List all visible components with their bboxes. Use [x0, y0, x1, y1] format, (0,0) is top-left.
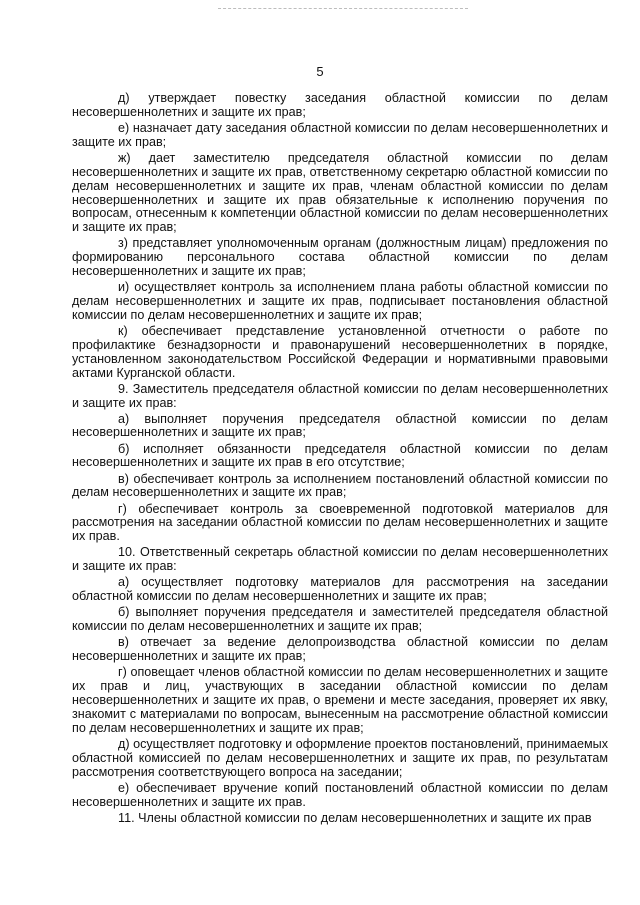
paragraph-10e: е) обеспечивает вручение копий постановлений областной комиссии по делам несовершеннолетних и защите их прав. [72, 780, 608, 809]
paragraph-10v: в) отвечает за ведение делопроизводства областной комиссии по делам несовершеннолетних и защите их прав; [72, 635, 608, 664]
scan-artifact-line [218, 8, 468, 9]
paragraph-8zh: ж) дает заместителю председателя областной комиссии по делам несовершеннолетних и защите их прав, ответственному секретарю областной комиссии по делам несовершеннолетних и защите их прав, членам областной комиссии по делам несовершеннолетних и защите их прав обязательные к исполнению поручения по вопросам, отнесенным к компетенции областной комиссии по делам несовершеннолетних и защите их прав; [72, 150, 608, 235]
document-body [72, 92, 608, 828]
paragraph-9: 9. Заместитель председателя областной комиссии по делам несовершеннолетних и защите их прав: [72, 381, 608, 410]
paragraph-10g: г) оповещает членов областной комиссии по делам несовершеннолетних и защите их прав и лиц, участвующих в заседании областной комиссии по делам несовершеннолетних и защите их прав, о времени и месте заседания, проверяет их явку, знакомит с материалами по вопросам, вынесенным на рассмотрение областной комиссии по делам несовершеннолетних и защите их прав; [72, 665, 608, 735]
paragraph-8z: з) представляет уполномоченным органам (должностным лицам) предложения по формированию персонального состава областной комиссии по делам несовершеннолетних и защите их прав; [72, 236, 608, 279]
paragraph-8i: и) осуществляет контроль за исполнением плана работы областной комиссии по делам несовершеннолетних и защите их прав, подписывает постановления областной комиссии по делам несовершеннолетних и защите их прав; [72, 280, 608, 322]
paragraph-10b: б) выполняет поручения председателя и заместителей председателя областной комиссии по делам несовершеннолетних и защите их прав; [72, 605, 608, 634]
paragraph-9b: б) исполняет обязанности председателя областной комиссии по делам несовершеннолетних и защите их прав в его отсутствие; [72, 441, 608, 470]
paragraph-10d: д) осуществляет подготовку и оформление проектов постановлений, принимаемых областной комиссией по делам несовершеннолетних и защите их прав, по результатам рассмотрения соответствующего вопроса на заседании; [72, 736, 608, 779]
paragraph-9a: а) выполняет поручения председателя областной комиссии по делам несовершеннолетних и защите их прав; [72, 411, 608, 440]
paragraph-8e: е) назначает дату заседания областной комиссии по делам несовершеннолетних и защите их прав; [72, 120, 608, 149]
paragraph-10: 10. Ответственный секретарь областной комиссии по делам несовершеннолетних и защите их прав: [72, 545, 608, 574]
paragraph-8k: к) обеспечивает представление установленной отчетности о работе по профилактике безнадзорности и правонарушений несовершеннолетних в порядке, установленном законодательством Российской Федерации и нормативными правовыми актами Курганской области. [72, 323, 608, 380]
paragraph-8d: д) утверждает повестку заседания областной комиссии по делам несовершеннолетних и защите их прав; [72, 91, 608, 119]
paragraph-10a: а) осуществляет подготовку материалов для рассмотрения на заседании областной комиссии по делам несовершеннолетних и защите их прав; [72, 575, 608, 604]
paragraph-9v: в) обеспечивает контроль за исполнением постановлений областной комиссии по делам несовершеннолетних и защите их прав; [72, 471, 608, 500]
paragraph-9g: г) обеспечивает контроль за своевременной подготовкой материалов для рассмотрения на заседании областной комиссии по делам несовершеннолетних и защите их прав. [72, 501, 608, 544]
paragraph-11: 11. Члены областной комиссии по делам несовершеннолетних и защите их прав [118, 810, 592, 825]
page-number: 5 [316, 64, 324, 79]
